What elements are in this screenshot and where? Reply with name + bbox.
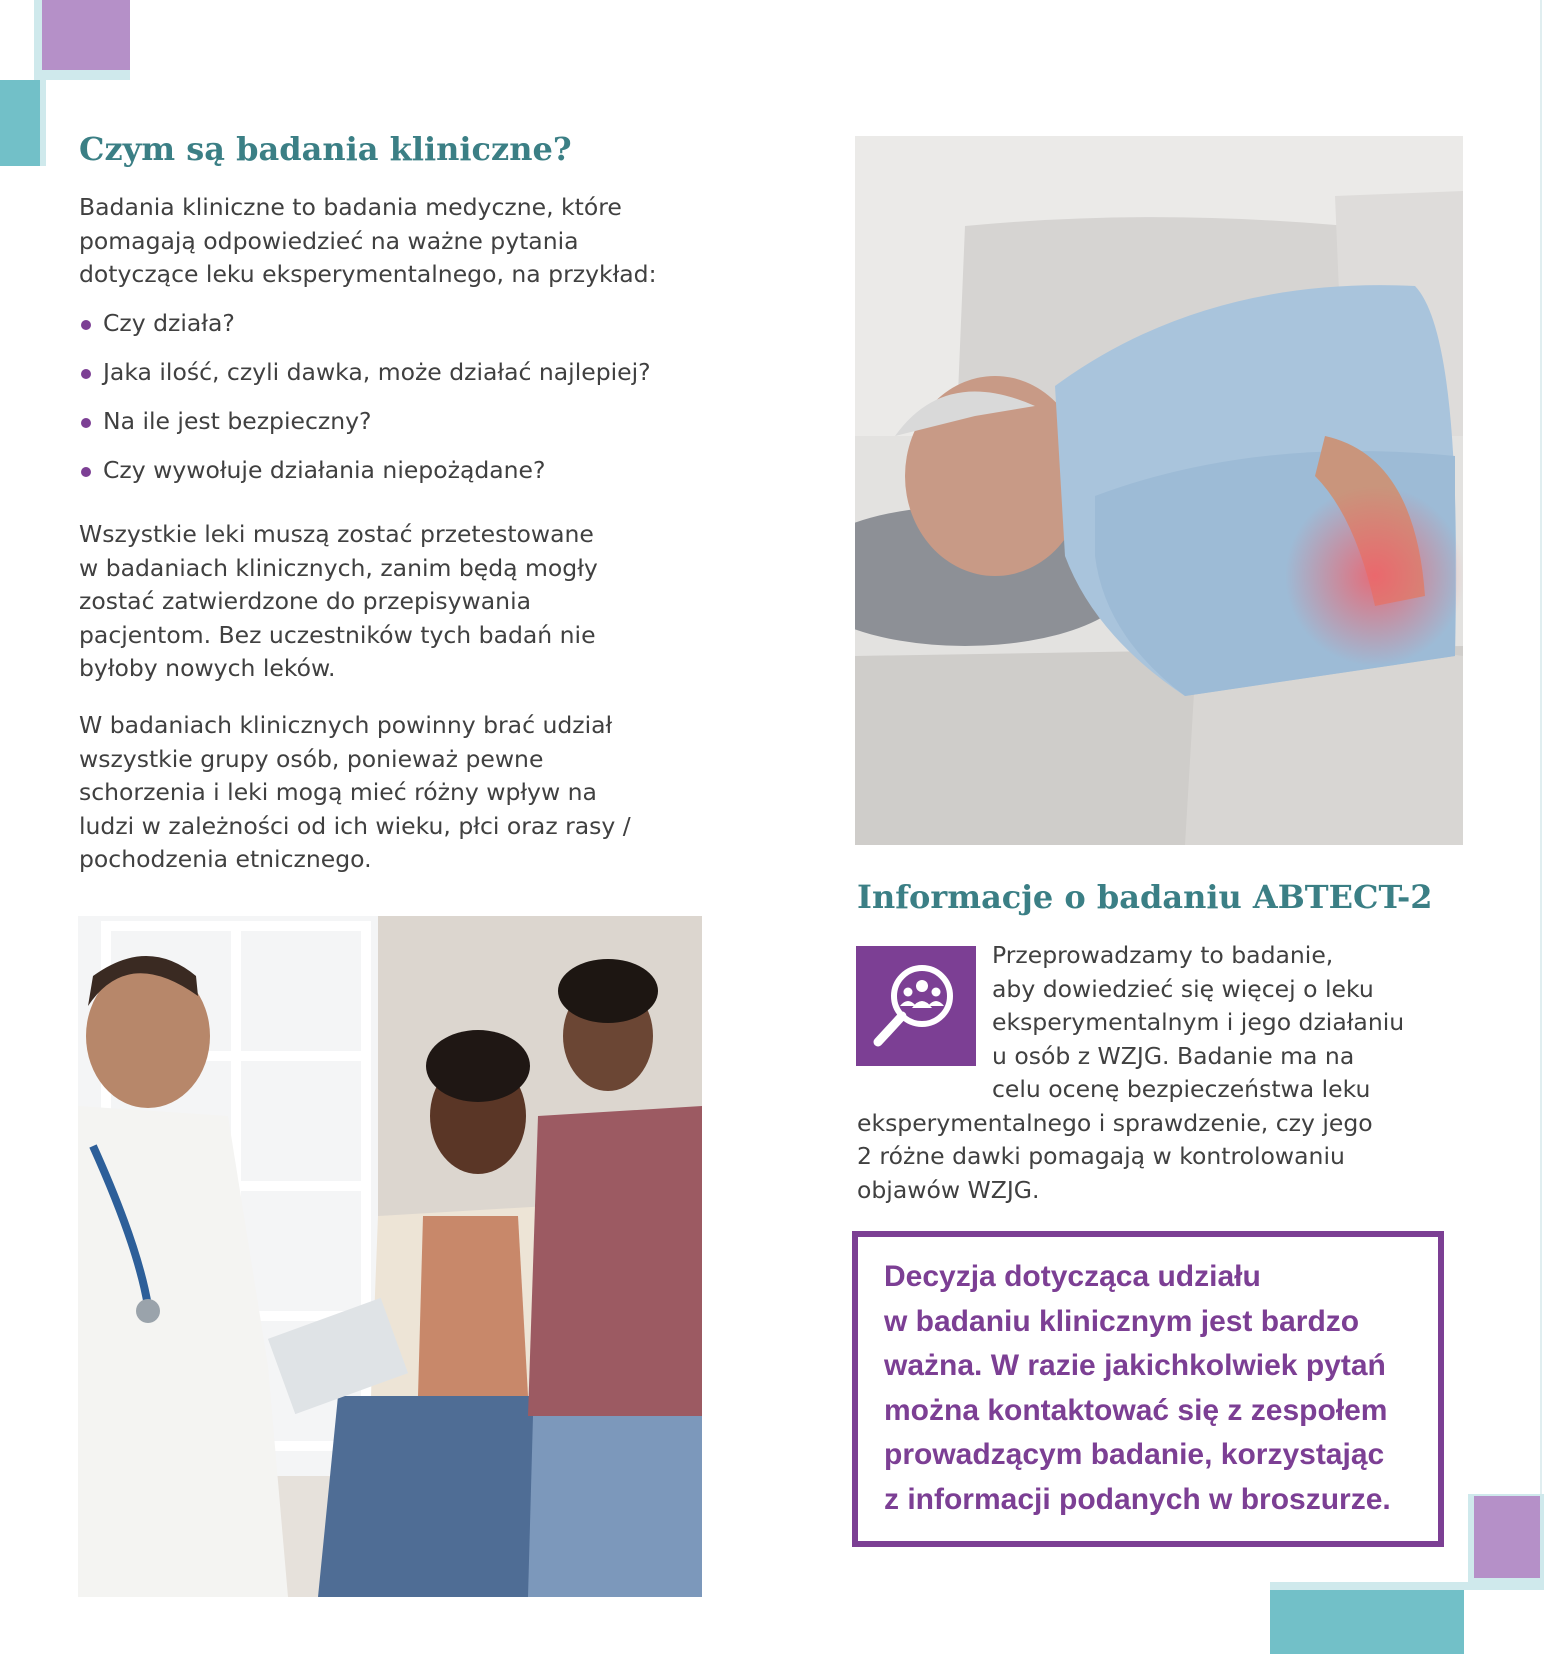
corner-deco-pale-strip [40,80,46,166]
text-line: aby dowiedzieć się więcej o leku [992,974,1374,1003]
text-line: Przeprowadzamy to badanie, [992,941,1334,969]
text-line: wszystkie grupy osób, ponieważ pewne [79,744,544,773]
corner-deco-aqua-br [1270,1590,1464,1654]
question-list [79,307,719,503]
page-edge-line [1540,0,1542,1494]
diversity-paragraph [79,709,719,877]
text-line: w badaniach klinicznych, zanim będą mogły [79,553,598,582]
corner-deco-aqua [0,80,40,166]
text-line: eksperymentalnego i sprawdzenie, czy jego [857,1108,1373,1137]
photo-doctor-consultation [78,916,702,1597]
text-line: dotyczące leku eksperymentalnego, na przykład: [79,260,657,288]
intro-paragraph [79,191,719,292]
text-line: ludzi w zależności od ich wieku, płci oraz rasy / [79,811,631,840]
decision-callout-box [852,1231,1444,1547]
text-line: objawów WZJG. [857,1175,1040,1204]
testing-paragraph [79,518,719,686]
list-item: Jaka ilość, czyli dawka, może działać najlepiej? [79,356,719,405]
text-line: celu ocenę bezpieczeństwa leku [992,1075,1371,1103]
corner-deco-lilac-br [1474,1496,1540,1578]
text-line: W badaniach klinicznych powinny brać udział [79,711,613,739]
photo-man-stomach-pain [855,136,1463,845]
text-line: u osób z WZJG. Badanie ma na [992,1041,1355,1070]
callout-line: ważna. W razie jakichkolwiek pytań [884,1349,1386,1382]
callout-line: prowadzącym badanie, korzystając [884,1438,1385,1471]
text-line: schorzenia i leki mogą mieć różny wpływ na [79,778,597,806]
text-line: 2 różne dawki pomagają w kontrolowaniu [857,1142,1345,1170]
text-line: pomagają odpowiedzieć na ważne pytania [79,226,579,255]
text-line: eksperymentalnym i jego działaniu [992,1008,1405,1036]
study-info-paragraph [857,939,1477,1207]
callout-line: w badaniu klinicznym jest bardzo [884,1304,1360,1338]
text-line: pacjentom. Bez uczestników tych badań nie [79,620,596,649]
text-line: zostać zatwierdzone do przepisywania [79,587,531,615]
text-line: byłoby nowych leków. [79,654,336,682]
callout-line: z informacji podanych w broszurze. [884,1482,1391,1516]
list-item: Czy wywołuje działania niepożądane? [79,454,719,503]
corner-deco-lilac [42,0,130,70]
corner-deco-pale-bar [1270,1582,1544,1590]
text-line: Badania kliniczne to badania medyczne, które [79,193,622,221]
callout-line: można kontaktować się z zespołem [884,1393,1388,1427]
section-title-study-info: Informacje o badaniu ABTECT-2 [857,878,1433,916]
callout-line: Decyzja dotycząca udziału [884,1260,1261,1293]
section-title-clinical-trials: Czym są badania kliniczne? [79,130,572,168]
list-item: Na ile jest bezpieczny? [79,405,719,454]
text-line: pochodzenia etnicznego. [79,845,372,873]
list-item: Czy działa? [79,307,719,356]
text-line: Wszystkie leki muszą zostać przetestowane [79,520,594,548]
